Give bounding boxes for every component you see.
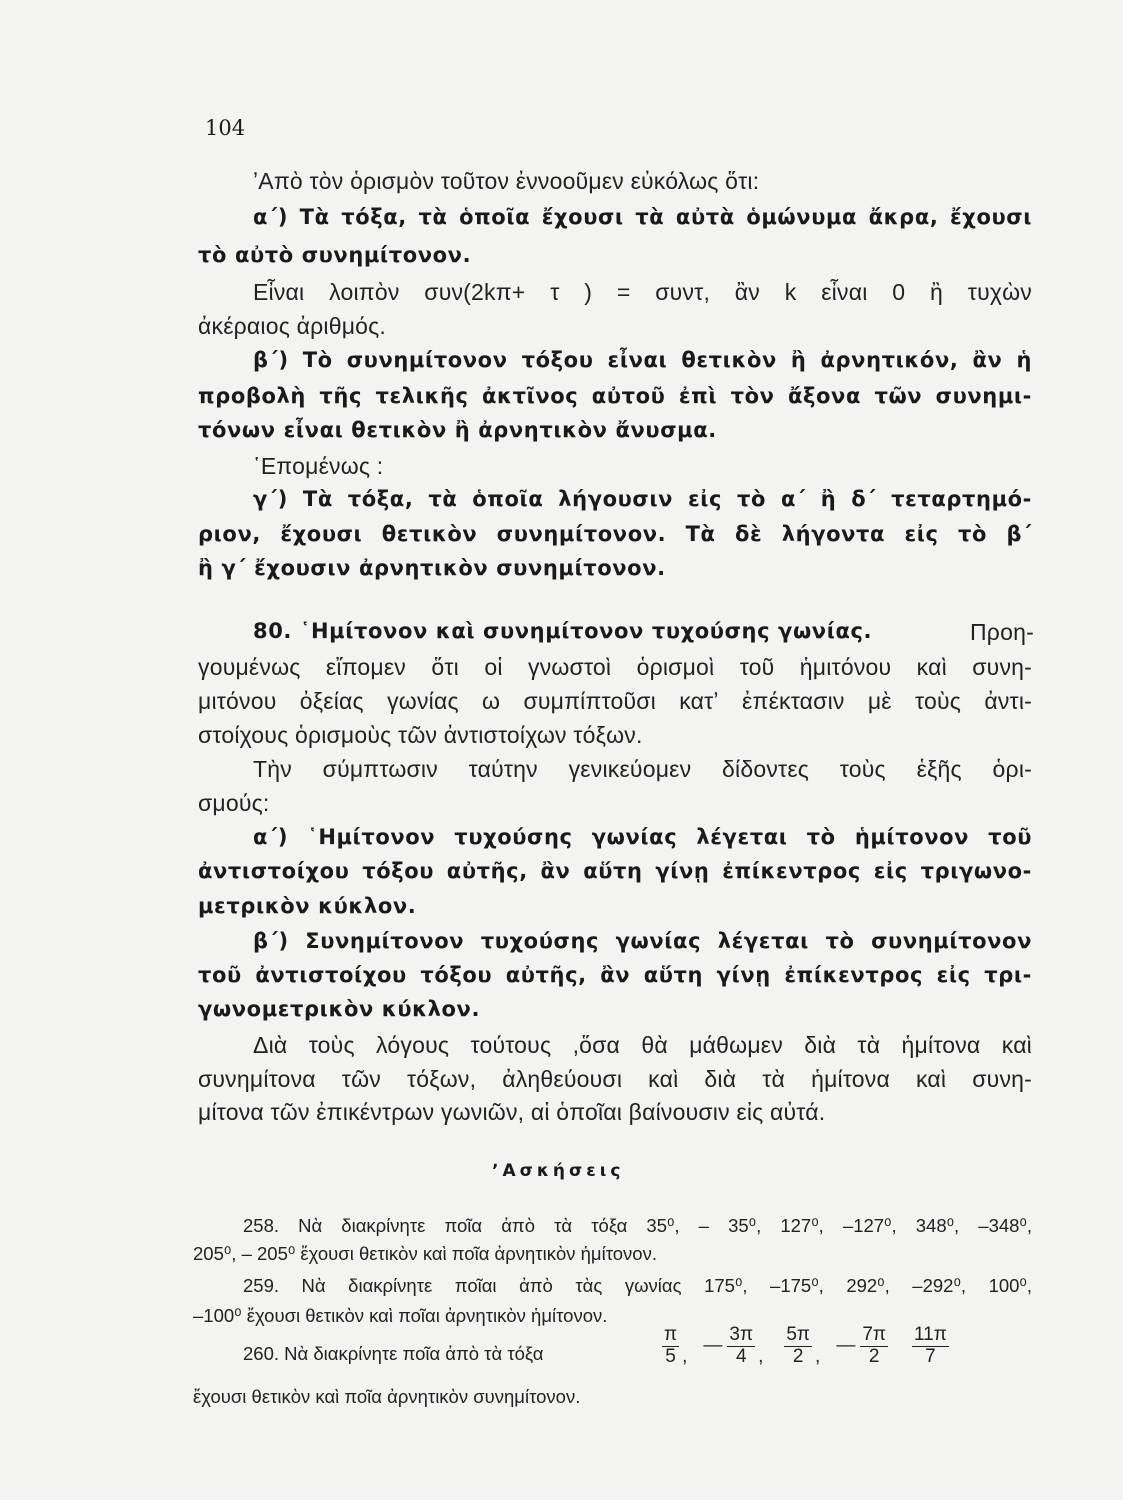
text-line: ῾Επομένως :: [253, 453, 384, 479]
fraction-numerator: 3π: [729, 1324, 754, 1345]
exercise-line: ἔχουσι θετικὸν καὶ ποῖα ἀρνητικὸν συνημίτονον.: [193, 1386, 581, 1407]
text-line: ριον, ἔχουσι θετικὸν συνημίτονον. Τὰ δὲ λήγοντα εἰς τὸ β΄: [198, 522, 1032, 546]
text-line: μετρικὸν κύκλον.: [198, 894, 417, 918]
page-number: 104: [205, 116, 246, 140]
text-line: γουμένως εἴπομεν ὅτι οἱ γνωστοὶ ὁρισμοὶ τοῦ ἡμιτόνου καὶ συνη-: [198, 654, 1032, 680]
fraction-numerator: 5π: [786, 1324, 811, 1345]
text-line: τόνων εἶναι θετικὸν ἢ ἀρνητικὸν ἄνυσμα.: [198, 418, 717, 442]
fraction: [662, 1325, 679, 1368]
fraction-denominator: 4: [735, 1345, 747, 1367]
text-line: τοῦ ἀντιστοίχου τόξου αὐτῆς, ἂν αὕτη γίνῃ ἐπίκεντρος εἰς τρι-: [198, 963, 1032, 987]
exercise-line: 259. Νὰ διακρίνητε ποῖαι ἀπὸ τὰς γωνίας 175⁰, –175⁰, 292⁰, –292⁰, 100⁰,: [243, 1275, 1032, 1296]
fraction: [784, 1325, 812, 1368]
fraction: [912, 1325, 949, 1368]
exercise-line: 260. Νὰ διακρίνητε ποῖα ἀπὸ τὰ τόξα: [243, 1343, 544, 1364]
fraction: [727, 1325, 755, 1368]
text-line: σμούς:: [198, 790, 270, 816]
fraction-sign: —: [836, 1335, 856, 1357]
text-line: β΄) Συνημίτονον τυχούσης γωνίας λέγεται τὸ συνημίτονον: [253, 929, 1032, 953]
exercise-line: 258. Νὰ διακρίνητε ποῖα ἀπὸ τὰ τόξα 35⁰, – 35⁰, 127⁰, –127⁰, 348⁰, –348⁰,: [243, 1215, 1032, 1236]
text-line: Διὰ τοὺς λόγους τούτους ,ὅσα θὰ μάθωμεν διὰ τὰ ἡμίτονα καὶ: [253, 1032, 1032, 1058]
text-line: 80. ῾Ημίτονον καὶ συνημίτονον τυχούσης γωνίας.: [253, 619, 873, 643]
text-line: ʼΑπὸ τὸν ὁρισμὸν τοῦτον ἐννοοῦμεν εὐκόλως ὅτι:: [253, 168, 760, 194]
exercise-line: –100⁰ ἔχουσι θετικὸν καὶ ποῖαι ἀρνητικὸν ἡμίτονον.: [193, 1305, 608, 1326]
text-line: Τὴν σύμπτωσιν ταύτην γενικεύομεν δίδοντες τοὺς ἑξῆς ὁρι-: [253, 756, 1032, 782]
text-line: ἢ γ΄ ἔχουσιν ἀρνητικὸν συνημίτονον.: [198, 556, 666, 580]
exercises-heading: ʼΑσκήσεις: [492, 1161, 625, 1181]
text-line: ἀκέραιος ἀριθμός.: [198, 313, 387, 339]
fraction-numerator: 11π: [914, 1324, 947, 1345]
fraction: [860, 1325, 888, 1368]
fraction-denominator: 7: [925, 1345, 936, 1367]
text-line: μίτονα τῶν ἐπικέντρων γωνιῶν, αἱ ὁποῖαι βαίνουσιν εἰς αὐτά.: [198, 1099, 826, 1125]
text-line: συνημίτονα τῶν τόξων, ἀληθεύουσι καὶ διὰ τὰ ἡμίτονα καὶ συνη-: [198, 1066, 1032, 1092]
fraction-denominator: 2: [792, 1345, 804, 1367]
fraction-denominator: 5: [665, 1345, 676, 1367]
fraction-numerator: 7π: [862, 1324, 887, 1345]
fraction-separator: ,: [815, 1345, 821, 1367]
text-line: β΄) Τὸ συνημίτονον τόξου εἶναι θετικὸν ἢ ἀρνητικόν, ἂν ἡ: [253, 348, 1032, 372]
text-line: μιτόνου ὀξείας γωνίας ω συμπίπτοῦσι κατʼ ἐπέκτασιν μὲ τοὺς ἀντι-: [198, 688, 1032, 714]
text-line: Εἶναι λοιπὸν συν(2kπ+ τ ) = συντ, ἂν k εἶναι 0 ἢ τυχὼν: [253, 279, 1032, 305]
text-line: α΄) ῾Ημίτονον τυχούσης γωνίας λέγεται τὸ ἡμίτονον τοῦ: [253, 825, 1032, 849]
text-line: γωνομετρικὸν κύκλον.: [198, 997, 481, 1021]
text-line: στοίχους ὁρισμοὺς τῶν ἀντιστοίχων τόξων.: [198, 722, 643, 748]
exercise-260-fractions: [655, 1325, 966, 1368]
fraction-sign: —: [703, 1335, 723, 1357]
text-line: α΄) Τὰ τόξα, τὰ ὁποῖα ἔχουσι τὰ αὐτὰ ὁμώνυμα ἄκρα, ἔχουσι: [253, 205, 1032, 229]
text-line: γ΄) Τὰ τόξα, τὰ ὁποῖα λήγουσιν εἰς τὸ α΄ ἢ δ΄ τεταρτημό-: [253, 487, 1032, 511]
exercise-line: 205⁰, – 205⁰ ἔχουσι θετικὸν καὶ ποῖα ἀρνητικὸν ἡμίτονον.: [193, 1243, 657, 1264]
text-line: προβολὴ τῆς τελικῆς ἀκτῖνος αὐτοῦ ἐπὶ τὸν ἄξονα τῶν συνημι-: [198, 384, 1032, 408]
fraction-separator: ,: [758, 1345, 764, 1367]
fraction-numerator: π: [664, 1324, 678, 1345]
text-line: Προη-: [970, 619, 1034, 645]
fraction-separator: ,: [682, 1345, 688, 1367]
fraction-denominator: 2: [868, 1345, 880, 1367]
text-line: ἀντιστοίχου τόξου αὐτῆς, ἂν αὕτη γίνῃ ἐπίκεντρος εἰς τριγωνο-: [198, 859, 1032, 883]
text-line: τὸ αὐτὸ συνημίτονον.: [198, 243, 472, 267]
